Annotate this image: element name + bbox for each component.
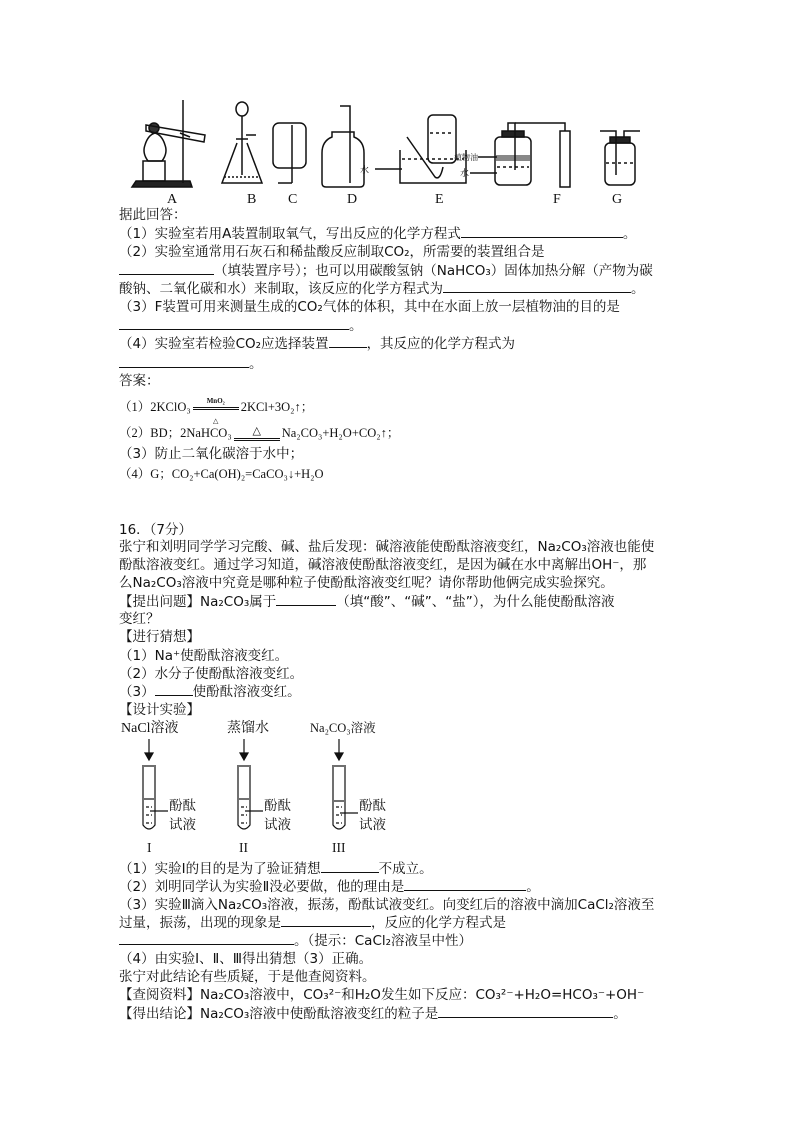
question-text2: （填“酸”、“碱”、“盐”），为什么能使酚酞溶液 [336,594,615,610]
doubt: 张宁对此结论有些质疑，于是他查阅资料。 [119,969,376,985]
conclusion [119,1005,627,1023]
guess-3-text: 使酚酞溶液变红。 [192,684,301,700]
conclusion-text: 【得出结论】Na₂CO₃溶液中使酚酞溶液变红的粒子是 [119,1006,439,1022]
s2-text: （2）刘明同学认为实验Ⅱ没必要做，他的理由是 [119,879,405,895]
q16-question-c: 变红？ [119,611,160,627]
q16-p2: 酚酞溶液变红。通过学习知道，碱溶液使酚酞溶液变红，是因为碱在水中离解出OH⁻，那 [119,557,647,573]
q16-p3: 么Na₂CO₃溶液中究竟是哪种粒子使酚酞溶液变红呢？请你帮助他俩完成实验探究。 [119,575,614,591]
tube-1-liquid: 酚酞 [169,798,196,813]
q15-4-end: 。 [249,356,263,372]
tube-1 [142,739,168,829]
answer-1-suffix: 2KCl+3O₂↑； [240,400,314,414]
label-water-e: 水 [360,165,370,175]
q15-2-line2 [119,262,653,280]
s3-text2: ，反应的化学方程式是 [371,915,506,931]
q16-header: 16．（7分） [119,522,193,538]
apparatus-e [375,115,466,183]
label-oil: 植物油 [454,153,478,162]
question-text: 【提出问题】Na₂CO₃属于 [119,594,277,610]
q15-2-end: 。 [631,281,645,297]
tube-3-liquid: 酚酞 [359,798,386,813]
tube-3 [332,739,358,829]
s2-end: 。 [526,879,540,895]
label-f: F [553,192,561,207]
answer-blank[interactable] [329,335,367,348]
s3-line3 [119,932,472,950]
q15-4-text2: ，其反应的化学方程式为 [366,336,516,352]
s1-text: （1）实验Ⅰ的目的是为了验证猜想 [119,861,321,877]
answer-blank[interactable] [119,317,349,330]
answer-2-prefix: （2）BD；2NaHCO₃ [119,426,232,440]
answer-blank[interactable] [119,355,249,368]
s2 [119,878,540,896]
s4: （4）由实验Ⅰ、Ⅱ、Ⅲ得出猜想（3）正确。 [119,951,373,967]
tube-3-numeral: III [332,840,346,855]
q16-p1: 张宁和刘明同学学习完酸、碱、盐后发现：碱溶液能使酚酞溶液变红，Na₂CO₃溶液也能使 [119,539,655,555]
guess-title: 【进行猜想】 [119,629,200,645]
s3-hint: 。（提示：CaCl₂溶液呈中性） [294,933,473,949]
guess-3-prefix: （3） [119,684,155,700]
answer-1-prefix: （1）2KClO₃ [119,400,191,414]
label-c: C [288,192,298,207]
apparatus-g [600,131,640,185]
s3-line1: （3）实验Ⅲ滴入Na₂CO₃溶液，振荡，酚酞试液变红。向变红后的溶液中滴加CaCl₂溶液至 [119,897,655,913]
tube-1-numeral: I [147,840,152,855]
tube-2-liquid: 酚酞 [264,798,291,813]
q15-1-text: （1）实验室若用A装置制取氧气，写出反应的化学方程式 [119,226,461,242]
answer-blank[interactable] [119,932,294,945]
tube-2-liquid2: 试液 [264,817,291,832]
s1-end: 不成立。 [378,861,433,877]
answer-4: （4）G；CO₂+Ca(OH)₂=CaCO₃↓+H₂O [119,467,324,481]
answers-title: 答案： [119,373,160,389]
apparatus-d [322,106,364,187]
q15-2-text: （填装置序号）；也可以用碳酸氢钠（NaHCO₃）固体加热分解（产物为碳 [214,263,653,279]
q15-4-text: （4）实验室若检验CO₂应选择装置 [119,336,329,352]
tube-3-liquid2: 试液 [359,817,386,832]
label-a: A [167,192,178,207]
conclusion-end: 。 [613,1006,627,1022]
apparatus-a [132,100,205,187]
catalyst: MnO₂ [206,397,225,406]
s3-line2 [119,914,506,932]
answer-blank[interactable] [461,225,623,238]
answer-blank[interactable] [438,1005,613,1018]
label-d: D [347,192,358,207]
q15-2-line3 [119,280,645,298]
tube-2-numeral: II [239,840,248,855]
q15-3-line1: （3）F装置可用来测量生成的CO₂气体的体积，其中在水面上放一层植物油的目的是 [119,299,620,315]
q15-1 [119,225,636,243]
answer-blank[interactable] [119,262,214,275]
tube-2-reagent: 蒸馏水 [227,721,269,736]
q15-2-text3: 酸钠、二氧化碳和水）来制取，该反应的化学方程式为 [119,281,443,297]
design-title: 【设计实验】 [119,702,200,718]
answer-blank[interactable] [155,683,193,696]
label-g: G [612,192,623,207]
heat-symbol: △ [252,425,261,438]
apparatus-figure [110,95,670,210]
label-water-f: 水 [460,168,470,178]
apparatus-f [470,123,570,187]
q15-4-line1 [119,335,515,353]
s1 [119,860,433,878]
answer-3: （3）防止二氧化碳溶于水中； [119,446,304,462]
tube-1-reagent: NaCl溶液 [121,721,179,736]
q15-4-line2 [119,355,263,373]
tube-3-reagent: Na₂CO₃溶液 [310,721,376,735]
label-e: E [435,192,444,207]
tube-1-liquid2: 试液 [169,817,196,832]
apparatus-c [273,123,306,183]
answer-blank[interactable] [281,914,371,927]
label-b: B [247,192,257,207]
guess-1: （1）Na⁺使酚酞溶液变红。 [119,648,289,664]
answer-blank[interactable] [276,593,336,606]
guess-3 [119,683,301,701]
answer-2-suffix: Na₂CO₃+H₂O+CO₂↑； [281,426,400,440]
q15-3-end: 。 [349,318,363,334]
s3-text: 过量，振荡，出现的现象是 [119,915,281,931]
heat-symbol: △ [213,417,219,426]
apparatus-b [222,102,262,183]
q16-question [119,593,614,611]
q15-3-line2 [119,317,363,335]
guess-2: （2）水分子使酚酞溶液变红。 [119,666,304,682]
reaction-condition [193,397,239,426]
q15-2-line1: （2）实验室通常用石灰石和稀盐酸反应制取CO₂，所需要的装置组合是 [119,244,545,260]
answer-blank[interactable] [321,860,379,873]
q15-1-end: 。 [622,226,637,242]
intro: 据此回答： [119,207,187,223]
tube-2 [237,739,263,829]
answer-blank[interactable] [404,878,526,891]
answer-2 [119,424,399,442]
answer-1 [119,397,314,426]
reference: 【查阅资料】Na₂CO₃溶液中，CO₃²⁻和H₂O发生如下反应：CO₃²⁻+H₂O=HCO₃⁻+OH⁻ [119,987,645,1003]
reaction-condition [234,427,280,441]
answer-blank[interactable] [443,280,631,293]
test-tubes-figure [110,715,410,855]
